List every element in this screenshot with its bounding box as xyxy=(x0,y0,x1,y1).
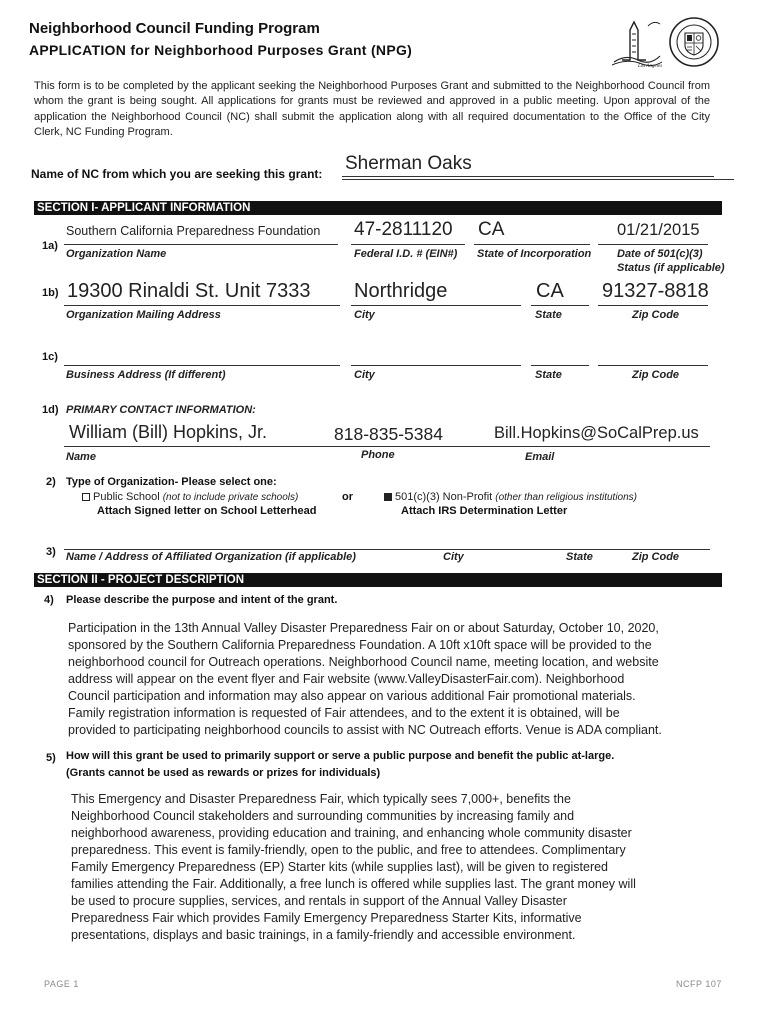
state-inc-value[interactable]: CA xyxy=(478,219,505,240)
zip-value[interactable]: 91327-8818 xyxy=(602,280,709,302)
public-school-option[interactable] xyxy=(82,491,298,503)
section-1-header: SECTION I- APPLICANT INFORMATION xyxy=(34,201,722,215)
ein-line xyxy=(351,244,465,245)
q3-number: 3) xyxy=(46,546,56,558)
business-state-label: State xyxy=(535,369,562,381)
nonprofit-note: (other than religious institutions) xyxy=(495,492,638,503)
nc-name-label: Name of NC from which you are seeking this grant: xyxy=(31,167,323,181)
form-title: Neighborhood Council Funding Program xyxy=(29,20,320,37)
city-label: City xyxy=(354,309,375,321)
contact-phone-value[interactable]: 818-835-5384 xyxy=(334,424,443,444)
q5-line: Neighborhood Council stakeholders and surrounding communities by increasing family and xyxy=(71,809,575,823)
nc-name-underline xyxy=(342,176,714,177)
q1c-number: 1c) xyxy=(42,351,58,363)
business-city-line xyxy=(351,365,521,366)
public-school-attach: Attach Signed letter on School Letterhead xyxy=(97,505,317,517)
state-value[interactable]: CA xyxy=(536,280,564,302)
nonprofit-label: 501(c)(3) Non-Profit xyxy=(395,491,493,503)
org-name-value[interactable]: Southern California Preparedness Foundation xyxy=(66,224,321,238)
ein-label: Federal I.D. # (EIN#) xyxy=(354,248,458,260)
nonprofit-attach: Attach IRS Determination Letter xyxy=(401,505,568,517)
affiliated-city-label: City xyxy=(443,551,464,563)
primary-contact-heading: PRIMARY CONTACT INFORMATION: xyxy=(66,404,256,416)
or-label: or xyxy=(342,491,353,503)
intro-paragraph: This form is to be completed by the applicant seeking the Neighborhood Purposes Grant and submitted to the Neighborhood Council from whom the grant is being sought. All applications for grants must be reviewed and approved in a public meeting. Upon approval of the application the Neighborhood Council (NC) shall submit the application along with all required documentation to the Office of the City Clerk, NC Funding Program. xyxy=(34,80,710,138)
nc-name-value[interactable]: Sherman Oaks xyxy=(345,153,472,174)
business-address-label: Business Address (If different) xyxy=(66,369,226,381)
contact-name-label: Name xyxy=(66,451,96,463)
q4-line: Council participation and information may also appear on various additional Fair promotional materials. xyxy=(68,689,636,703)
state-inc-line xyxy=(474,244,590,245)
zip-label: Zip Code xyxy=(632,309,680,321)
q4-line: Participation in the 13th Annual Valley Disaster Preparedness Fair on or about Saturday, October 10, 2020, xyxy=(68,621,659,635)
affiliated-state-label: State xyxy=(566,551,593,563)
q5-line: neighborhood awareness, providing education and training, and enhancing whole community disaster xyxy=(71,826,632,840)
q4-line: provided to participating neighborhood councils to assist with NC Outreach efforts. Venue is ADA compliant. xyxy=(68,723,662,737)
affiliated-label: Name / Address of Affiliated Organization (if applicable) xyxy=(66,551,356,563)
q5-answer[interactable] xyxy=(71,791,636,944)
q4-line: neighborhood council for Outreach operations. Neighborhood Council name, meeting location, and website xyxy=(68,655,659,669)
date-label-2: Status (if applicable) xyxy=(617,262,725,274)
org-name-line xyxy=(64,244,338,245)
q1a-number: 1a) xyxy=(42,240,58,252)
contact-email-label: Email xyxy=(525,451,555,463)
contact-line xyxy=(64,446,710,447)
nonprofit-option[interactable] xyxy=(384,491,637,503)
q4-number: 4) xyxy=(44,594,54,606)
city-value[interactable]: Northridge xyxy=(354,280,448,302)
q4-label: Please describe the purpose and intent of the grant. xyxy=(66,594,338,606)
q5-label-2: (Grants cannot be used as rewards or prizes for individuals) xyxy=(66,767,381,779)
date-line xyxy=(598,244,708,245)
state-label: State xyxy=(535,309,562,321)
q2-number: 2) xyxy=(46,476,56,488)
q5-label-1: How will this grant be used to primarily support or serve a public purpose and benefit the public at-large. xyxy=(66,750,615,762)
contact-phone-label: Phone xyxy=(361,449,395,461)
city-hall-logo xyxy=(608,16,664,68)
business-zip-label: Zip Code xyxy=(632,369,680,381)
org-name-label: Organization Name xyxy=(66,248,167,260)
mailing-address-label: Organization Mailing Address xyxy=(66,309,221,321)
page-number: PAGE 1 xyxy=(44,979,79,989)
form-id: NCFP 107 xyxy=(676,979,722,989)
q4-line: Family registration information is requested of Fair attendees, and to the extent it is obtained, will be xyxy=(68,706,620,720)
city-line xyxy=(351,305,521,306)
ein-value[interactable]: 47-2811120 xyxy=(354,219,453,240)
public-school-note: (not to include private schools) xyxy=(162,492,299,503)
city-seal-logo xyxy=(668,16,720,68)
form-subtitle: APPLICATION for Neighborhood Purposes Grant (NPG) xyxy=(29,42,413,58)
q4-line: sponsored by the Southern California Preparedness Foundation. A 10ft x10ft space will be provided to the xyxy=(68,638,652,652)
business-city-label: City xyxy=(354,369,375,381)
q5-line: presentations, displays and basic trainings, in a family-friendly and accessible environment. xyxy=(71,928,576,942)
q5-line: preparedness. This event is family-friendly, open to the public, and free to attendees. Complimentary xyxy=(71,843,626,857)
q4-answer[interactable] xyxy=(68,620,662,739)
q5-line: This Emergency and Disaster Preparedness Fair, which typically sees 7,000+, benefits the xyxy=(71,792,571,806)
q1b-number: 1b) xyxy=(42,287,59,299)
nc-name-underline-2 xyxy=(342,179,734,180)
date-501c3-value[interactable]: 01/21/2015 xyxy=(617,221,700,239)
q1d-number: 1d) xyxy=(42,404,59,416)
q5-line: Preparedness Fair which provides Family Emergency Preparedness Starter Kits, informative xyxy=(71,911,582,925)
nonprofit-checkbox[interactable] xyxy=(384,493,392,501)
business-address-line xyxy=(64,365,340,366)
section-2-header: SECTION II - PROJECT DESCRIPTION xyxy=(34,573,722,587)
zip-line xyxy=(598,305,708,306)
date-label-1: Date of 501(c)(3) xyxy=(617,248,703,260)
svg-text:Los Angeles: Los Angeles xyxy=(638,64,663,68)
state-inc-label: State of Incorporation xyxy=(477,248,592,260)
q5-line: be used to procure supplies, services, and rentals in support of the Annual Valley Disaster xyxy=(71,894,567,908)
contact-name-value[interactable]: William (Bill) Hopkins, Jr. xyxy=(69,422,268,442)
business-state-line xyxy=(531,365,589,366)
q4-line: address will appear on the event flyer and Fair website (www.ValleyDisasterFair.com). Neighborhood xyxy=(68,672,625,686)
affiliated-zip-label: Zip Code xyxy=(632,551,680,563)
affiliated-line xyxy=(64,549,710,550)
q5-number: 5) xyxy=(46,752,56,764)
public-school-label: Public School xyxy=(93,491,160,503)
mailing-address-line xyxy=(64,305,340,306)
business-zip-line xyxy=(598,365,708,366)
mailing-address-value[interactable]: 19300 Rinaldi St. Unit 7333 xyxy=(67,280,311,302)
contact-email-value[interactable]: Bill.Hopkins@SoCalPrep.us xyxy=(494,424,699,442)
q5-line: families attending the Fair. Additionally, a free lunch is offered while supplies last. The grant money will xyxy=(71,877,636,891)
state-line xyxy=(531,305,589,306)
public-school-checkbox[interactable] xyxy=(82,493,90,501)
org-type-label: Type of Organization- Please select one: xyxy=(66,476,277,488)
q5-line: Family Emergency Preparedness (EP) Starter kits (while supplies last), will be given to registered xyxy=(71,860,609,874)
